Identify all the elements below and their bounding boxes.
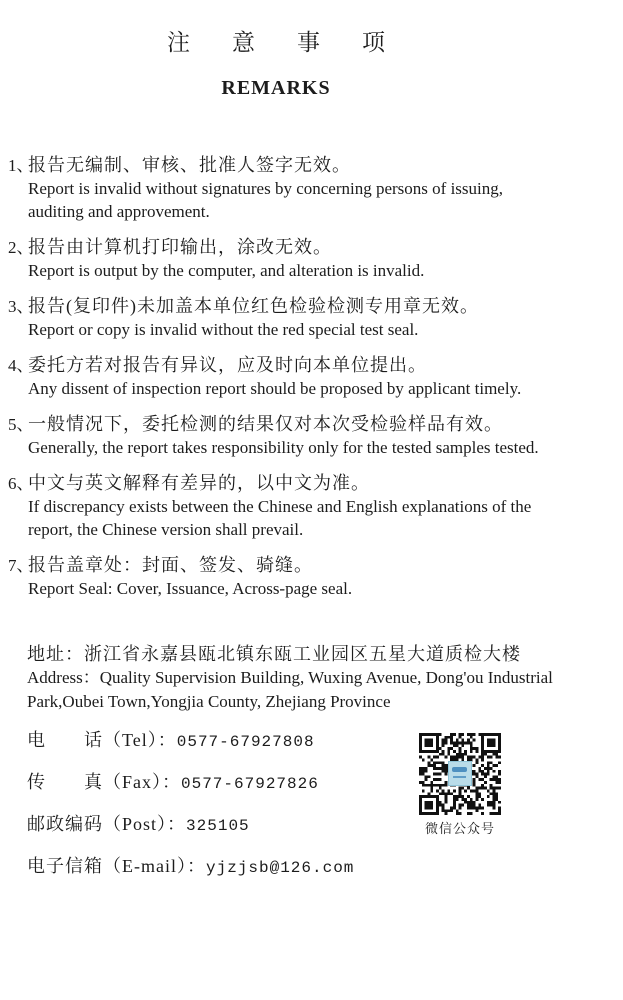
qr-center-logo-icon bbox=[448, 761, 472, 786]
item-text-chinese: 一般情况下，委托检测的结果仅对本次受检验样品有效。 bbox=[28, 414, 503, 434]
wechat-qr-block bbox=[419, 733, 501, 837]
page-title-english: REMARKS bbox=[221, 77, 331, 99]
item-number: 5、 bbox=[8, 415, 34, 434]
page-header bbox=[0, 0, 552, 100]
post-value: 325105 bbox=[186, 817, 250, 835]
address-block bbox=[0, 642, 623, 714]
item-text-english: auditing and approvement. bbox=[28, 202, 210, 221]
remark-item-2 bbox=[8, 236, 623, 282]
remark-item-1 bbox=[8, 154, 623, 223]
item-text-chinese: 报告盖章处：封面、签发、骑缝。 bbox=[28, 555, 313, 575]
remark-item-6 bbox=[8, 472, 623, 541]
address-english: Address：Quality Supervision Building, Wuxing Avenue, Dong'ou Industrial bbox=[27, 668, 553, 687]
remark-item-4 bbox=[8, 354, 623, 400]
remarks-list bbox=[0, 154, 623, 600]
item-number: 4、 bbox=[8, 356, 34, 375]
tel-value: 0577-67927808 bbox=[176, 733, 315, 751]
item-text-chinese: 报告无编制、审核、批准人签字无效。 bbox=[28, 155, 351, 175]
fax-value: 0577-67927826 bbox=[181, 775, 319, 793]
item-text-english: Report is invalid without signatures by concerning persons of issuing, bbox=[28, 179, 503, 198]
remark-item-5 bbox=[8, 413, 623, 459]
email-label: 电子信箱（E-mail）： bbox=[27, 856, 206, 876]
address-chinese: 地址：浙江省永嘉县瓯北镇东瓯工业园区五星大道质检大楼 bbox=[27, 644, 521, 664]
contact-row-fax bbox=[27, 770, 623, 796]
qr-caption: 微信公众号 bbox=[424, 821, 495, 836]
fax-label: 传 真（Fax）： bbox=[27, 772, 181, 792]
remark-item-7 bbox=[8, 554, 623, 600]
item-text-chinese: 报告(复印件)未加盖本单位红色检验检测专用章无效。 bbox=[28, 296, 479, 316]
remark-item-3 bbox=[8, 295, 623, 341]
address-english: Park,Oubei Town,Yongjia County, Zhejiang Province bbox=[27, 692, 391, 711]
item-text-english: report, the Chinese version shall prevail. bbox=[28, 520, 304, 539]
item-number: 6、 bbox=[8, 474, 34, 493]
contact-row-email bbox=[27, 854, 623, 880]
email-value: yjzjsb@126.com bbox=[205, 859, 355, 877]
item-number: 7、 bbox=[8, 556, 34, 575]
post-label: 邮政编码（Post）： bbox=[27, 814, 187, 834]
item-text-english: Generally, the report takes responsibility only for the tested samples tested. bbox=[28, 438, 539, 457]
item-number: 3、 bbox=[8, 297, 34, 316]
item-number: 2、 bbox=[8, 238, 34, 257]
wechat-qr-code bbox=[419, 733, 501, 815]
item-text-english: Report or copy is invalid without the red special test seal. bbox=[28, 320, 419, 339]
contact-row-tel bbox=[27, 728, 623, 754]
item-text-english: Any dissent of inspection report should be proposed by applicant timely. bbox=[28, 379, 522, 398]
item-text-english: Report Seal: Cover, Issuance, Across-page seal. bbox=[28, 579, 353, 598]
item-text-chinese: 报告由计算机打印输出，涂改无效。 bbox=[28, 237, 332, 257]
item-number: 1、 bbox=[8, 156, 34, 175]
page-title-chinese: 注意事项 bbox=[167, 30, 427, 55]
item-text-chinese: 委托方若对报告有异议，应及时向本单位提出。 bbox=[28, 355, 427, 375]
tel-label: 电 话（Tel）： bbox=[27, 730, 177, 750]
contact-row-post bbox=[27, 812, 623, 838]
contact-block bbox=[0, 728, 623, 880]
item-text-english: Report is output by the computer, and alteration is invalid. bbox=[28, 261, 425, 280]
item-text-english: If discrepancy exists between the Chinese and English explanations of the bbox=[28, 497, 532, 516]
item-text-chinese: 中文与英文解释有差异的，以中文为准。 bbox=[28, 473, 370, 493]
